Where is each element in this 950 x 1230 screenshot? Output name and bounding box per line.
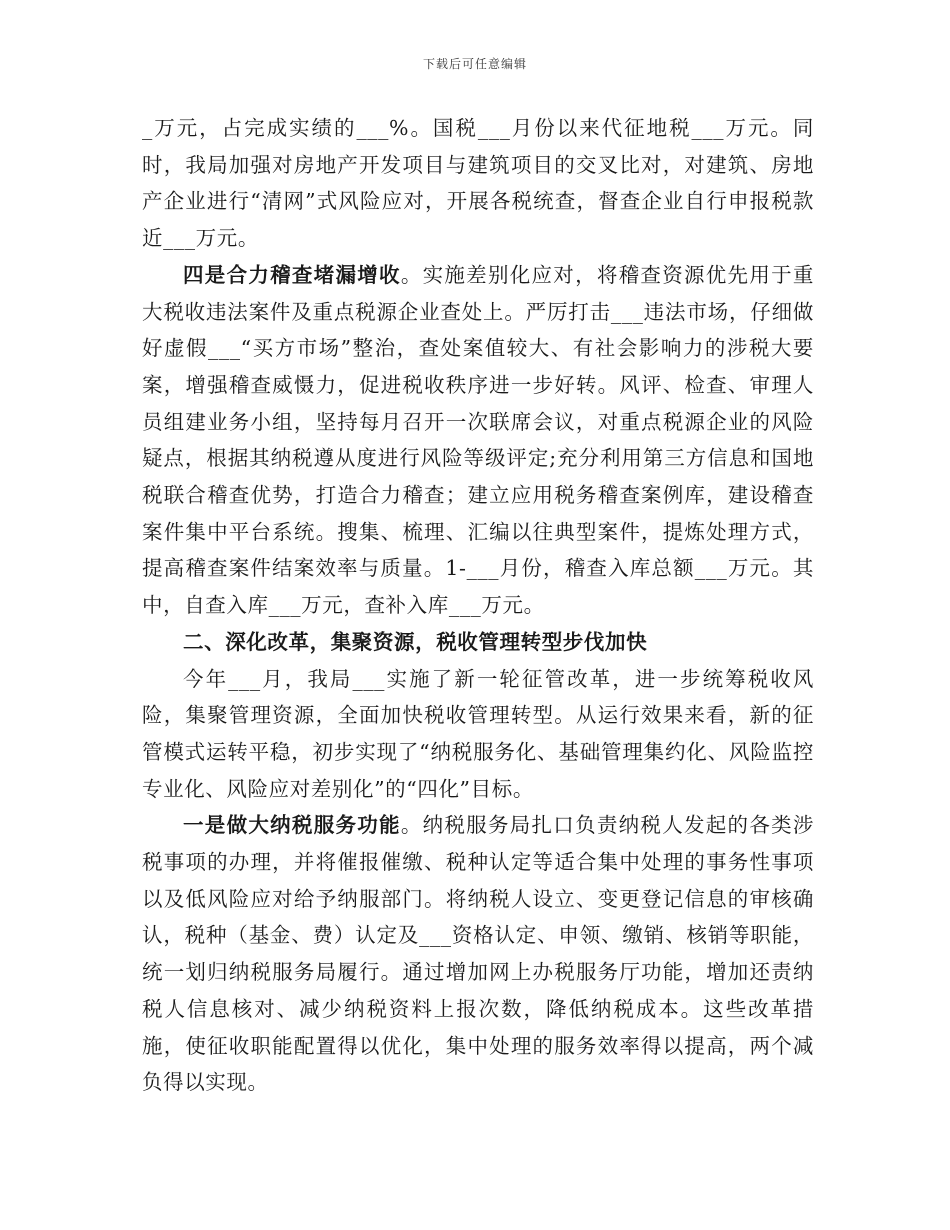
paragraph-4: [142, 807, 814, 1101]
paragraph-1-text: _万元，占完成实绩的___%。国税___月份以来代征地税___万元。同时，我局加强对房地产开发项目与建筑项目的交叉比对，对建筑、房地产企业进行“清网”式风险应对，开展各税统查，督查企业自行申报税款近___万元。: [142, 116, 814, 251]
document-body: [142, 110, 814, 1101]
paragraph-3: [142, 661, 814, 808]
paragraph-1: [142, 110, 814, 257]
paragraph-2-lead: 四是合力稽查堵漏增收: [183, 262, 401, 287]
paragraph-4-lead: 一是做大纳税服务功能: [183, 813, 401, 838]
section-heading: 二、深化改革，集聚资源，税收管理转型步伐加快: [183, 629, 648, 654]
paragraph-4-text: 。纳税服务局扎口负责纳税人发起的各类涉税事项的办理，并将催报催缴、税种认定等适合集中处理的事务性事项以及低风险应对给予纳服部门。将纳税人设立、变更登记信息的审核确认，税种（基金、费）认定及___资格认定、申领、缴销、核销等职能，统一划归纳税服务局履行。通过增加网上办税服务厅功能，增加还责纳税人信息核对、减少纳税资料上报次数，降低纳税成本。这些改革措施，使征收职能配置得以优化，集中处理的服务效率得以提高，两个减负得以实现。: [142, 813, 815, 1095]
paragraph-2: [142, 257, 814, 624]
header-note: 下载后可任意编辑: [422, 57, 527, 71]
paragraph-2-text: 。实施差别化应对，将稽查资源优先用于重大税收违法案件及重点税源企业查处上。严厉打击___违法市场，仔细做好虚假___“买方市场”整治，查处案值较大、有社会影响力的涉税大要案，增强稽查威慑力，促进税收秩序进一步好转。风评、检查、审理人员组建业务小组，坚持每月召开一次联席会议，对重点税源企业的风险疑点，根据其纳税遵从度进行风险等级评定;充分利用第三方信息和国地税联合稽查优势，打造合力稽查；建立应用税务稽查案例库，建设稽查案件集中平台系统。搜集、梳理、汇编以往典型案件，提炼处理方式，提高稽查案件结案效率与质量。1-___月份，稽查入库总额___万元。其中，自查入库___万元，查补入库___万元。: [142, 262, 815, 618]
paragraph-3-text: 今年___月，我局___实施了新一轮征管改革，进一步统筹税收风险，集聚管理资源，全面加快税收管理转型。从运行效果来看，新的征管模式运转平稳，初步实现了“纳税服务化、基础管理集约化、风险监控专业化、风险应对差别化”的“四化”目标。: [142, 666, 814, 801]
